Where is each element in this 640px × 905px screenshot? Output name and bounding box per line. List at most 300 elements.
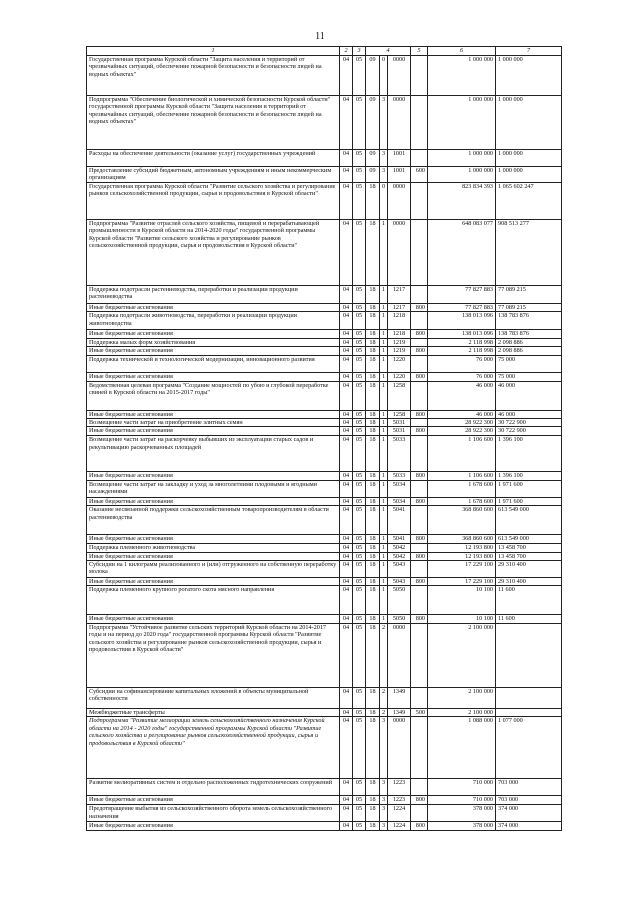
row-name-cell: Иные бюджетные ассигнования: [87, 796, 340, 805]
table-row: [87, 543, 562, 552]
row-c4-cell: 18: [366, 410, 380, 418]
table-row: [87, 220, 562, 286]
row-c6-cell: 1219: [388, 347, 411, 356]
row-v6-cell: 17 229 100: [428, 578, 496, 586]
row-v6-cell: 2 118 998: [428, 338, 496, 346]
row-c6-cell: 1224: [388, 822, 411, 831]
row-c6-cell: 5034: [388, 497, 411, 505]
row-v6-cell: 77 827 883: [428, 304, 496, 312]
row-v6-cell: 368 860 600: [428, 535, 496, 543]
row-c6-cell: 1219: [388, 338, 411, 346]
row-c5-cell: 1: [380, 338, 388, 346]
table-row: [87, 497, 562, 505]
row-c4-cell: 18: [366, 543, 380, 552]
table-row: [87, 427, 562, 436]
table-row: [87, 312, 562, 330]
row-name-cell: Иные бюджетные ассигнования: [87, 615, 340, 623]
row-c4-cell: 18: [366, 220, 380, 286]
row-c7-cell: 800: [411, 535, 428, 543]
row-v6-cell: 77 827 883: [428, 286, 496, 304]
row-v7-cell: 1 971 600: [496, 497, 562, 505]
row-v6-cell: 28 922 300: [428, 427, 496, 436]
row-c4-cell: 18: [366, 356, 380, 373]
row-c2-cell: 04: [340, 381, 353, 410]
row-c4-cell: 18: [366, 535, 380, 543]
row-c4-cell: 18: [366, 330, 380, 338]
row-c7-cell: [411, 717, 428, 779]
row-c4-cell: 09: [366, 56, 380, 96]
header-cell: 1: [87, 47, 340, 56]
row-c6-cell: 5043: [388, 578, 411, 586]
row-c4-cell: 18: [366, 687, 380, 708]
row-c5-cell: 1: [380, 586, 388, 615]
row-name-cell: Подпрограмма "Развитие отраслей сельского хозяйства, пищевой и перерабатывающей промышленности в Курской области на 2014-2020 годы" государственной программы Курской области "Развитие сельского хозяйства и регулирование рынков сельскохозяйственной продукции, сырья и продовольствия в Курской области": [87, 220, 340, 286]
row-c4-cell: 09: [366, 96, 380, 150]
row-c7-cell: 800: [411, 330, 428, 338]
row-c5-cell: 1: [380, 506, 388, 535]
row-c4-cell: 18: [366, 183, 380, 220]
row-c2-cell: 04: [340, 183, 353, 220]
row-v7-cell: 2 098 886: [496, 338, 562, 346]
row-v6-cell: 17 229 100: [428, 561, 496, 578]
row-c3-cell: 05: [353, 779, 366, 796]
row-v6-cell: 1 000 000: [428, 56, 496, 96]
row-name-cell: Поддержка племенного крупного рогатого скота мясного направления: [87, 586, 340, 615]
row-c4-cell: 18: [366, 347, 380, 356]
row-c4-cell: 18: [366, 561, 380, 578]
row-v6-cell: 1 000 000: [428, 96, 496, 150]
row-v7-cell: 11 600: [496, 615, 562, 623]
row-c5-cell: 1: [380, 578, 388, 586]
row-c2-cell: 04: [340, 480, 353, 497]
row-c2-cell: 04: [340, 304, 353, 312]
row-c2-cell: 04: [340, 805, 353, 822]
table-row: [87, 615, 562, 623]
row-c2-cell: 04: [340, 286, 353, 304]
table-row: [87, 150, 562, 167]
row-c7-cell: [411, 480, 428, 497]
row-c5-cell: 1: [380, 286, 388, 304]
row-c2-cell: 04: [340, 472, 353, 480]
row-c5-cell: 3: [380, 779, 388, 796]
table-row: [87, 472, 562, 480]
row-c7-cell: 600: [411, 167, 428, 183]
row-name-cell: Поддержка племенного животноводства: [87, 543, 340, 552]
row-c7-cell: [411, 419, 428, 427]
row-c5-cell: 1: [380, 615, 388, 623]
row-v6-cell: 648 083 077: [428, 220, 496, 286]
row-c2-cell: 04: [340, 578, 353, 586]
row-v6-cell: 2 118 998: [428, 347, 496, 356]
row-v7-cell: 703 000: [496, 796, 562, 805]
row-v7-cell: 29 310 400: [496, 578, 562, 586]
row-v6-cell: 1 088 000: [428, 717, 496, 779]
row-v6-cell: 710 000: [428, 796, 496, 805]
row-v6-cell: 378 000: [428, 805, 496, 822]
row-c5-cell: 1: [380, 472, 388, 480]
row-c5-cell: 2: [380, 687, 388, 708]
row-c2-cell: 04: [340, 373, 353, 381]
row-c4-cell: 18: [366, 373, 380, 381]
row-v6-cell: 378 000: [428, 822, 496, 831]
row-name-cell: Иные бюджетные ассигнования: [87, 822, 340, 831]
row-c2-cell: 04: [340, 708, 353, 716]
table-row: [87, 506, 562, 535]
row-c3-cell: 05: [353, 506, 366, 535]
row-name-cell: Поддержка малых форм хозяйствования: [87, 338, 340, 346]
row-c6-cell: 0000: [388, 96, 411, 150]
row-c5-cell: 2: [380, 708, 388, 716]
row-c7-cell: 800: [411, 796, 428, 805]
row-c4-cell: 18: [366, 312, 380, 330]
row-c5-cell: 3: [380, 822, 388, 831]
row-c5-cell: 1: [380, 304, 388, 312]
table-row: [87, 708, 562, 716]
row-name-cell: Межбюджетные трансферты: [87, 708, 340, 716]
row-c7-cell: [411, 561, 428, 578]
table-row: [87, 552, 562, 560]
row-v7-cell: 1 000 000: [496, 56, 562, 96]
row-c2-cell: 04: [340, 427, 353, 436]
row-c3-cell: 05: [353, 586, 366, 615]
row-c5-cell: 1: [380, 330, 388, 338]
row-c6-cell: 5031: [388, 419, 411, 427]
row-c3-cell: 05: [353, 330, 366, 338]
row-c3-cell: 05: [353, 183, 366, 220]
row-c5-cell: 1: [380, 356, 388, 373]
row-c2-cell: 04: [340, 497, 353, 505]
header-cell: 3: [353, 47, 366, 56]
row-c3-cell: 05: [353, 56, 366, 96]
row-c6-cell: 0000: [388, 623, 411, 687]
row-c4-cell: 18: [366, 497, 380, 505]
row-name-cell: Расходы на обеспечение деятельности (оказание услуг) государственных учреждений: [87, 150, 340, 167]
row-c5-cell: 0: [380, 183, 388, 220]
row-c3-cell: 05: [353, 708, 366, 716]
row-c4-cell: 18: [366, 805, 380, 822]
row-c5-cell: 3: [380, 96, 388, 150]
row-c2-cell: 04: [340, 356, 353, 373]
row-name-cell: Возмещение части затрат на раскорчевку выбывших из эксплуатации старых садов и рекультивацию раскорчеванных площадей: [87, 436, 340, 472]
row-v7-cell: 1 077 000: [496, 717, 562, 779]
row-v6-cell: 138 013 096: [428, 312, 496, 330]
row-c3-cell: 05: [353, 623, 366, 687]
row-c4-cell: 18: [366, 586, 380, 615]
page-number: 11: [315, 31, 325, 42]
table-row: [87, 822, 562, 831]
row-c7-cell: [411, 150, 428, 167]
row-c3-cell: 05: [353, 373, 366, 381]
row-c4-cell: 18: [366, 717, 380, 779]
row-c3-cell: 05: [353, 347, 366, 356]
row-c6-cell: 1224: [388, 805, 411, 822]
row-c6-cell: 0000: [388, 717, 411, 779]
table-row: [87, 796, 562, 805]
row-v6-cell: 710 000: [428, 779, 496, 796]
row-name-cell: Иные бюджетные ассигнования: [87, 330, 340, 338]
row-c7-cell: 800: [411, 347, 428, 356]
row-name-cell: Иные бюджетные ассигнования: [87, 410, 340, 418]
row-v6-cell: 138 013 096: [428, 330, 496, 338]
row-v7-cell: 13 458 700: [496, 543, 562, 552]
row-c6-cell: 1217: [388, 286, 411, 304]
row-v7-cell: 30 722 900: [496, 427, 562, 436]
row-c7-cell: [411, 56, 428, 96]
row-c4-cell: 18: [366, 822, 380, 831]
row-c7-cell: [411, 436, 428, 472]
row-c7-cell: [411, 220, 428, 286]
row-c6-cell: 5034: [388, 480, 411, 497]
row-v7-cell: 1 971 600: [496, 480, 562, 497]
row-c3-cell: 05: [353, 220, 366, 286]
table-row: [87, 183, 562, 220]
row-c3-cell: 05: [353, 615, 366, 623]
row-c3-cell: 05: [353, 535, 366, 543]
row-v6-cell: 2 100 000: [428, 708, 496, 716]
header-cell: 5: [411, 47, 428, 56]
row-c3-cell: 05: [353, 796, 366, 805]
row-c4-cell: 18: [366, 615, 380, 623]
row-c6-cell: 1218: [388, 330, 411, 338]
row-c6-cell: 1258: [388, 381, 411, 410]
row-c3-cell: 05: [353, 410, 366, 418]
row-name-cell: Подпрограмма "Развитие мелиорации земель сельскохозяйственного назначения Курской области на 2014 - 2020 годы" государственной программы Курской области "Развитие сельского хозяйства и регулирование рынков сельскохозяйственной продукции, сырья и продовольствия в Курской области": [87, 717, 340, 779]
row-v7-cell: 75 000: [496, 356, 562, 373]
row-v6-cell: 12 193 800: [428, 552, 496, 560]
row-c2-cell: 04: [340, 410, 353, 418]
row-c4-cell: 18: [366, 436, 380, 472]
row-c6-cell: 1220: [388, 356, 411, 373]
table-row: [87, 561, 562, 578]
row-c6-cell: 1349: [388, 687, 411, 708]
row-c4-cell: 18: [366, 419, 380, 427]
table-body: [87, 56, 562, 831]
row-c4-cell: 18: [366, 578, 380, 586]
row-c6-cell: 5050: [388, 586, 411, 615]
row-c2-cell: 04: [340, 419, 353, 427]
row-c3-cell: 05: [353, 543, 366, 552]
row-v7-cell: 46 000: [496, 381, 562, 410]
row-c7-cell: 800: [411, 552, 428, 560]
row-c5-cell: 1: [380, 312, 388, 330]
table-row: [87, 373, 562, 381]
row-c4-cell: 18: [366, 708, 380, 716]
row-c7-cell: [411, 286, 428, 304]
row-name-cell: Поддержка технической и технологической модернизации, инновационного развития: [87, 356, 340, 373]
row-name-cell: Иные бюджетные ассигнования: [87, 347, 340, 356]
row-c5-cell: 3: [380, 150, 388, 167]
row-c5-cell: 2: [380, 623, 388, 687]
table-row: [87, 167, 562, 183]
row-c6-cell: 1001: [388, 167, 411, 183]
row-v7-cell: 2 098 886: [496, 347, 562, 356]
row-c6-cell: 1258: [388, 410, 411, 418]
row-c3-cell: 05: [353, 286, 366, 304]
row-c3-cell: 05: [353, 96, 366, 150]
row-c3-cell: 05: [353, 497, 366, 505]
row-c3-cell: 05: [353, 150, 366, 167]
row-c2-cell: 04: [340, 779, 353, 796]
row-c3-cell: 05: [353, 427, 366, 436]
row-c4-cell: 18: [366, 472, 380, 480]
row-name-cell: Иные бюджетные ассигнования: [87, 578, 340, 586]
row-v6-cell: 28 922 300: [428, 419, 496, 427]
row-c5-cell: 1: [380, 436, 388, 472]
row-c2-cell: 04: [340, 586, 353, 615]
row-c7-cell: [411, 381, 428, 410]
row-c7-cell: 800: [411, 497, 428, 505]
row-c7-cell: [411, 506, 428, 535]
row-name-cell: Субсидии на софинансирование капитальных вложений в объекты муниципальной собственности: [87, 687, 340, 708]
row-c7-cell: [411, 687, 428, 708]
row-c4-cell: 18: [366, 552, 380, 560]
row-c5-cell: 1: [380, 381, 388, 410]
row-c6-cell: 5041: [388, 535, 411, 543]
table-row: [87, 687, 562, 708]
row-c7-cell: [411, 312, 428, 330]
row-c3-cell: 05: [353, 304, 366, 312]
row-c3-cell: 05: [353, 561, 366, 578]
row-v7-cell: 77 089 215: [496, 304, 562, 312]
table-row: [87, 717, 562, 779]
row-c6-cell: 5031: [388, 427, 411, 436]
row-c4-cell: 18: [366, 381, 380, 410]
table-row: [87, 480, 562, 497]
row-name-cell: Иные бюджетные ассигнования: [87, 427, 340, 436]
row-c6-cell: 1217: [388, 304, 411, 312]
row-name-cell: Возмещение части затрат на закладку и уход за многолетними плодовыми и ягодными насаждениями: [87, 480, 340, 497]
row-c5-cell: 1: [380, 543, 388, 552]
row-c2-cell: 04: [340, 312, 353, 330]
row-c6-cell: 5041: [388, 506, 411, 535]
row-v7-cell: 1 000 000: [496, 167, 562, 183]
row-name-cell: Государственная программа Курской области "Развитие сельского хозяйства и регулирование рынков сельскохозяйственной продукции, сырья и продовольствия в Курской области": [87, 183, 340, 220]
row-v6-cell: 46 000: [428, 381, 496, 410]
row-c6-cell: 1220: [388, 373, 411, 381]
row-c5-cell: 3: [380, 805, 388, 822]
row-c2-cell: 04: [340, 330, 353, 338]
row-v7-cell: 11 600: [496, 586, 562, 615]
row-c5-cell: 1: [380, 535, 388, 543]
row-c4-cell: 18: [366, 286, 380, 304]
row-c2-cell: 04: [340, 220, 353, 286]
row-v7-cell: 138 783 876: [496, 330, 562, 338]
row-name-cell: Развитие мелиоративных систем и отдельно расположенных гидротехнических сооружений: [87, 779, 340, 796]
row-v6-cell: 76 000: [428, 356, 496, 373]
row-v6-cell: 46 000: [428, 410, 496, 418]
row-name-cell: Поддержка подотрасли растениеводства, переработки и реализации продукции растениеводства: [87, 286, 340, 304]
row-c6-cell: 0000: [388, 220, 411, 286]
row-c5-cell: 1: [380, 347, 388, 356]
row-c6-cell: 5033: [388, 472, 411, 480]
row-c2-cell: 04: [340, 615, 353, 623]
row-c4-cell: 18: [366, 779, 380, 796]
row-v6-cell: 1 678 600: [428, 480, 496, 497]
row-c5-cell: 1: [380, 552, 388, 560]
row-c3-cell: 05: [353, 717, 366, 779]
table-row: [87, 419, 562, 427]
row-c4-cell: 18: [366, 506, 380, 535]
row-v7-cell: 1 065 602 247: [496, 183, 562, 220]
row-c6-cell: 5043: [388, 561, 411, 578]
row-c4-cell: 18: [366, 427, 380, 436]
row-c4-cell: 09: [366, 167, 380, 183]
row-c7-cell: 800: [411, 472, 428, 480]
table-row: [87, 96, 562, 150]
table-row: [87, 535, 562, 543]
row-c3-cell: 05: [353, 419, 366, 427]
table-row: [87, 286, 562, 304]
row-c7-cell: [411, 779, 428, 796]
table-row: [87, 338, 562, 346]
row-v6-cell: 12 193 800: [428, 543, 496, 552]
row-c3-cell: 05: [353, 356, 366, 373]
row-v7-cell: 374 000: [496, 805, 562, 822]
table-row: [87, 330, 562, 338]
row-c5-cell: 1: [380, 373, 388, 381]
row-c7-cell: 800: [411, 427, 428, 436]
row-c6-cell: 5042: [388, 543, 411, 552]
row-c2-cell: 04: [340, 822, 353, 831]
row-c2-cell: 04: [340, 338, 353, 346]
row-c2-cell: 04: [340, 96, 353, 150]
row-c2-cell: 04: [340, 717, 353, 779]
row-name-cell: Государственная программа Курской области "Защита населения и территорий от чрезвычайных ситуаций, обеспечение пожарной безопасности и безопасности людей на водных объектах": [87, 56, 340, 96]
row-c3-cell: 05: [353, 338, 366, 346]
row-c7-cell: [411, 543, 428, 552]
row-name-cell: Подпрограмма "Обеспечение биологической и химической безопасности Курской области" государственной программы Курской области "Защита населения и территорий от чрезвычайных ситуаций, обеспечение пожарной безопасности и безопасности людей на водных объектах": [87, 96, 340, 150]
row-c7-cell: [411, 338, 428, 346]
row-name-cell: Иные бюджетные ассигнования: [87, 497, 340, 505]
row-v6-cell: 10 100: [428, 586, 496, 615]
row-c3-cell: 05: [353, 578, 366, 586]
row-c6-cell: 1001: [388, 150, 411, 167]
row-c7-cell: 800: [411, 578, 428, 586]
row-c3-cell: 05: [353, 167, 366, 183]
row-v6-cell: 368 860 600: [428, 506, 496, 535]
row-name-cell: Субсидии на 1 килограмм реализованного и (или) отгруженного на собственную переработку молока: [87, 561, 340, 578]
header-cell: 2: [340, 47, 353, 56]
row-c5-cell: 3: [380, 167, 388, 183]
row-c2-cell: 04: [340, 436, 353, 472]
row-c2-cell: 04: [340, 796, 353, 805]
row-v6-cell: 823 834 393: [428, 183, 496, 220]
row-c3-cell: 05: [353, 381, 366, 410]
row-c2-cell: 04: [340, 687, 353, 708]
row-c7-cell: [411, 586, 428, 615]
row-c6-cell: 5042: [388, 552, 411, 560]
row-c5-cell: 1: [380, 410, 388, 418]
row-c2-cell: 04: [340, 561, 353, 578]
row-v7-cell: 1 000 000: [496, 150, 562, 167]
row-c3-cell: 05: [353, 480, 366, 497]
row-c5-cell: 1: [380, 497, 388, 505]
row-c6-cell: 5050: [388, 615, 411, 623]
row-c2-cell: 04: [340, 167, 353, 183]
table-row: [87, 356, 562, 373]
row-c5-cell: 1: [380, 419, 388, 427]
row-v7-cell: [496, 623, 562, 687]
row-c4-cell: 09: [366, 150, 380, 167]
row-c7-cell: [411, 183, 428, 220]
row-c5-cell: 1: [380, 220, 388, 286]
row-v7-cell: 46 000: [496, 410, 562, 418]
row-c5-cell: 1: [380, 427, 388, 436]
row-v6-cell: 1 678 600: [428, 497, 496, 505]
row-name-cell: Предотвращение выбытия из сельскохозяйственного оборота земель сельскохозяйственного назначения: [87, 805, 340, 822]
table-row: [87, 586, 562, 615]
row-c2-cell: 04: [340, 347, 353, 356]
